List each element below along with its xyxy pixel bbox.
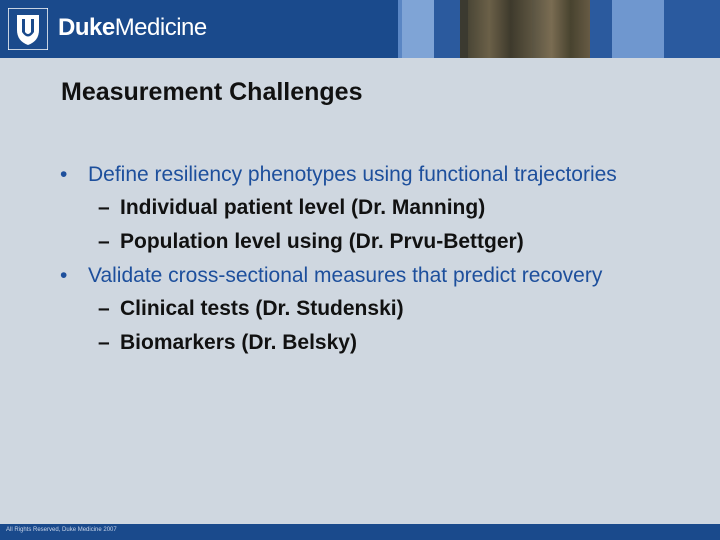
header-bar: [0, 0, 720, 58]
bullet-item: [60, 160, 700, 189]
brand-wordmark: DukeMedicine: [58, 14, 207, 41]
sub-bullet-marker: –: [98, 196, 110, 219]
sub-bullet-text: Population level using (Dr. Prvu-Bettger): [120, 230, 524, 253]
bullet-item: [60, 261, 700, 290]
bullet-text: Define resiliency phenotypes using functional trajectories: [88, 163, 617, 186]
sub-bullet-text: Individual patient level (Dr. Manning): [120, 196, 486, 219]
sub-bullet-item: [60, 294, 700, 323]
sub-bullet-item: [60, 328, 700, 357]
bullet-text: Validate cross-sectional measures that predict recovery: [88, 264, 603, 287]
sub-bullet-item: [60, 227, 700, 256]
sub-bullet-marker: –: [98, 331, 110, 354]
sub-bullet-item: [60, 193, 700, 222]
header-photo-strip: [398, 0, 720, 58]
sub-bullet-marker: –: [98, 297, 110, 320]
sub-bullet-text: Clinical tests (Dr. Studenski): [120, 297, 404, 320]
bullet-list: [60, 160, 700, 362]
sub-bullet-text: Biomarkers (Dr. Belsky): [120, 331, 357, 354]
copyright-text: All Rights Reserved, Duke Medicine 2007: [6, 527, 117, 533]
bullet-marker: •: [60, 163, 68, 186]
footer-bar: [0, 524, 720, 540]
sub-bullet-marker: –: [98, 230, 110, 253]
duke-shield-icon: [8, 8, 48, 50]
slide-title: Measurement Challenges: [61, 78, 363, 106]
bullet-marker: •: [60, 264, 68, 287]
